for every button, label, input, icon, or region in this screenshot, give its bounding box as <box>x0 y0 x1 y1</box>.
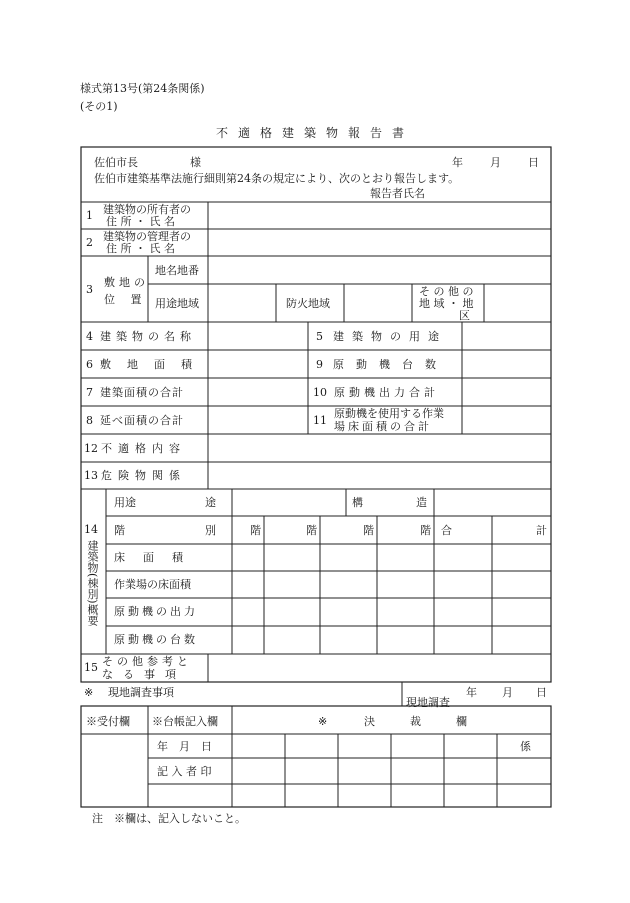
addressee: 佐伯市長 <box>94 156 138 169</box>
decision-mark: ※ <box>318 715 328 728</box>
row14-structure-label: 構 <box>352 496 363 509</box>
row14-motor-count: 原動機の台数 <box>114 633 198 646</box>
survey-check-label: 現地調査 <box>406 696 450 709</box>
row14-motor-output: 原動機の出力 <box>114 605 198 618</box>
row11-label-b: 場床面積の合計 <box>334 420 432 433</box>
row11-number: 11 <box>313 414 327 427</box>
row14-use-label: 用途 <box>114 496 136 509</box>
survey-label: 現地調査事項 <box>108 686 174 699</box>
row6-number: 6 <box>86 358 93 371</box>
ledger-date-label: 年 月 日 <box>157 740 212 753</box>
row3-other-zone-b: 地 域 ・ 地 <box>419 297 474 310</box>
ledger-column-label: ※台帳記入欄 <box>152 715 218 728</box>
row6-label: 敷地面積 <box>100 358 208 371</box>
row13-label: 危険物関係 <box>101 469 186 482</box>
ledger-person-label: 記 入 者 印 <box>157 765 212 778</box>
row14-floor-area: 床面積 <box>114 551 201 564</box>
form-title: 不適格建築物報告書 <box>216 126 415 140</box>
row9-number: 9 <box>316 358 323 371</box>
row1-label-b: 住 所 ・ 氏 名 <box>106 215 175 228</box>
row3-label-a: 敷地の <box>104 276 149 289</box>
statement: 佐伯市建築基準法施行細則第24条の規定により、次のとおり報告します。 <box>94 172 460 185</box>
row14-floor-col2: 階 <box>306 524 317 537</box>
date-day-label: 日 <box>528 156 539 169</box>
decision-char-b: 裁 <box>410 715 421 728</box>
form-part: (その1) <box>80 100 118 113</box>
row14-floor-col4: 階 <box>420 524 431 537</box>
row15-label-b: なる事項 <box>102 668 186 681</box>
row5-label: 建築物の用途 <box>333 330 447 343</box>
row4-label: 建築物の名称 <box>100 330 196 343</box>
row10-number: 10 <box>313 386 327 399</box>
row14-total-b: 計 <box>536 524 547 537</box>
survey-month: 月 <box>502 686 513 699</box>
row2-label-b: 住 所 ・ 氏 名 <box>106 242 175 255</box>
row14-floor-col3: 階 <box>363 524 374 537</box>
survey-mark: ※ <box>84 686 94 699</box>
reporter-name-label: 報告者氏名 <box>370 187 425 200</box>
row14-floor-col1: 階 <box>250 524 261 537</box>
row14-use-suffix: 途 <box>205 496 216 509</box>
row14-floor-suffix: 別 <box>205 524 216 537</box>
date-year-label: 年 <box>452 156 463 169</box>
decision-char-c: 欄 <box>456 715 467 728</box>
row15-number: 15 <box>84 661 98 674</box>
row3-other-zone-a: そ の 他 の <box>419 285 474 298</box>
row3-fire-zone: 防火地域 <box>286 297 330 310</box>
date-month-label: 月 <box>490 156 501 169</box>
row3-number: 3 <box>86 283 93 296</box>
row13-number: 13 <box>84 469 98 482</box>
decision-char-a: 決 <box>364 715 375 728</box>
row3-label-b: 位 置 <box>104 293 148 306</box>
row15-label-a: その他参考と <box>102 655 192 668</box>
row14-vertical-label: 建築物(棟別)概要 <box>86 540 99 626</box>
row14-number: 14 <box>84 523 98 536</box>
row7-label: 建築面積の合計 <box>100 386 184 399</box>
row2-number: 2 <box>86 236 93 249</box>
row4-number: 4 <box>86 330 93 343</box>
row8-number: 8 <box>86 414 93 427</box>
row12-number: 12 <box>84 442 98 455</box>
row7-number: 7 <box>86 386 93 399</box>
row11-label-a: 原動機を使用する作業 <box>334 407 444 420</box>
survey-day: 日 <box>536 686 547 699</box>
row3-lot-number: 地名地番 <box>155 264 199 277</box>
row1-number: 1 <box>86 209 93 222</box>
row3-use-zone: 用途地域 <box>155 297 199 310</box>
row5-number: 5 <box>316 330 323 343</box>
row1-label-a: 建築物の所有者の <box>103 203 191 216</box>
receipt-column-label: ※受付欄 <box>86 715 130 728</box>
row3-other-zone-c: 区 <box>459 309 470 322</box>
honorific: 様 <box>190 156 201 169</box>
row14-work-area: 作業場の床面積 <box>114 578 191 591</box>
row14-total-a: 合 <box>441 524 452 537</box>
row14-floor-label: 階 <box>114 524 125 537</box>
row8-label: 延べ面積の合計 <box>100 414 184 427</box>
section-label: 係 <box>520 740 531 753</box>
row10-label: 原動機出力合計 <box>334 386 439 399</box>
survey-year: 年 <box>466 686 477 699</box>
form-number: 様式第13号(第24条関係) <box>80 82 205 95</box>
row12-label: 不適格内容 <box>101 442 186 455</box>
footnote: 注 ※欄は、記入しないこと。 <box>92 812 246 825</box>
row14-structure-suffix: 造 <box>416 496 427 509</box>
row2-label-a: 建築物の管理者の <box>103 230 191 243</box>
row9-label: 原動機台数 <box>333 358 448 371</box>
